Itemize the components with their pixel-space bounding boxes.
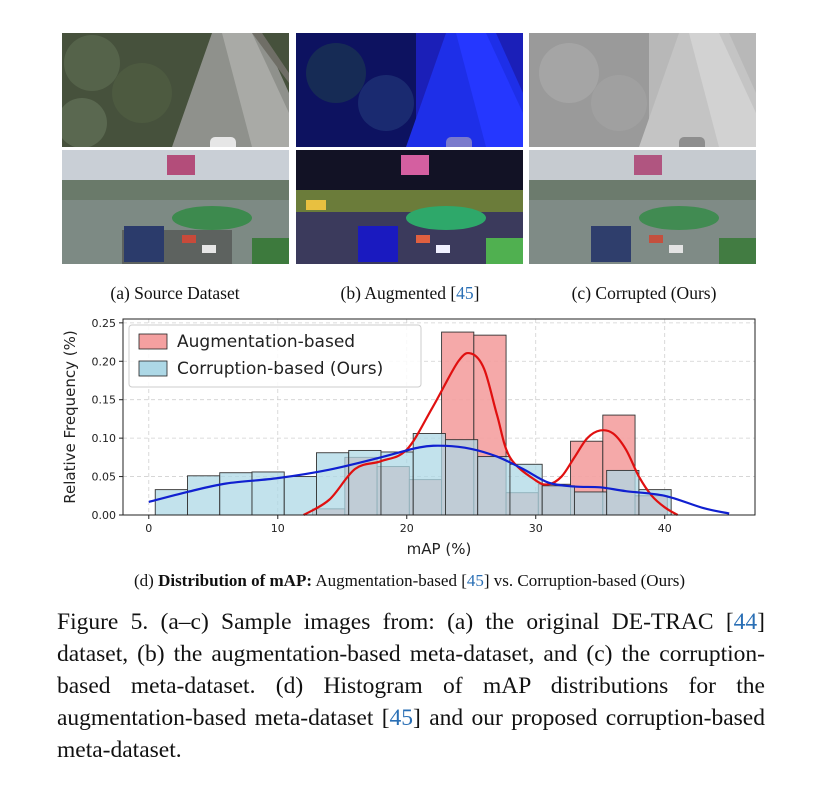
x-tick-label: 0: [145, 522, 153, 535]
corruption-bar: [284, 477, 316, 515]
citation-link[interactable]: 45: [466, 571, 484, 590]
image-b-bottom: [296, 150, 523, 264]
y-tick-label: 0.15: [91, 393, 116, 407]
corruption-bar: [478, 457, 510, 515]
mAP-histogram: [58, 314, 763, 564]
corruption-bar: [349, 450, 381, 515]
image-c-top: [529, 33, 756, 147]
subcaption-a: (a) Source Dataset: [110, 283, 240, 303]
y-axis-label: Relative Frequency (%): [61, 330, 79, 504]
y-tick-label: 0.10: [91, 432, 116, 446]
image-c-bottom: [529, 150, 756, 264]
legend-swatch-corruption: [139, 361, 167, 376]
x-tick-label: 40: [657, 522, 672, 535]
corruption-bar: [542, 486, 574, 515]
legend: [129, 325, 421, 387]
corruption-bar: [187, 476, 219, 515]
corruption-bar: [381, 452, 413, 515]
x-axis-label: mAP (%): [406, 540, 472, 558]
x-tick-label: 20: [399, 522, 414, 535]
legend-swatch-augmentation: [139, 334, 167, 349]
corruption-bar: [220, 473, 252, 515]
chart-caption: (d) Distribution of mAP: Augmentation-based [45] vs. Corruption-based (Ours): [133, 571, 686, 590]
y-tick-label: 0.25: [91, 316, 116, 330]
citation-link[interactable]: 45: [389, 705, 414, 731]
subcaption-c: (c) Corrupted (Ours): [571, 283, 717, 303]
y-tick-label: 0.00: [91, 509, 116, 522]
figure-caption: Figure 5. (a–c) Sample images from: (a) the original DE-TRAC [44] dataset, (b) the augmentation-based meta-dataset, and (c) the corruption-based meta-dataset. (d) Histogram of mAP distributions for the augmentation-based meta-dataset [45] and our proposed corruption-based meta-dataset.: [57, 609, 765, 763]
legend-label-corruption: Corruption-based (Ours): [177, 359, 384, 379]
y-tick-label: 0.05: [91, 470, 116, 484]
corruption-bar: [445, 440, 477, 515]
image-b-top: [296, 33, 523, 147]
x-tick-label: 10: [270, 522, 285, 535]
subcaption-b: (b) Augmented [45]: [340, 283, 480, 303]
citation-link[interactable]: 45: [456, 283, 474, 303]
legend-label-augmentation: Augmentation-based: [177, 332, 356, 352]
image-a-top: [62, 33, 289, 147]
y-tick-label: 0.20: [91, 355, 116, 369]
corruption-bar: [574, 492, 606, 515]
x-tick-label: 30: [528, 522, 543, 535]
image-a-bottom: [62, 150, 289, 264]
citation-link[interactable]: 44: [733, 609, 758, 635]
